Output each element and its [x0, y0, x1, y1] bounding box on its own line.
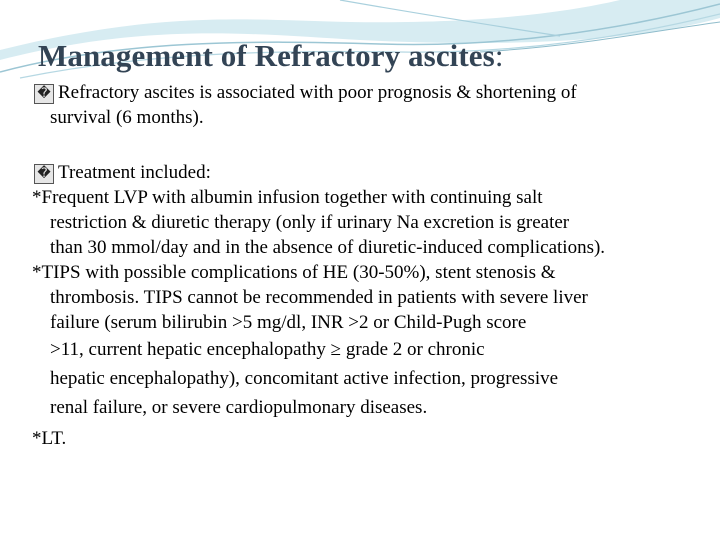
spacer [32, 130, 704, 160]
text-line: Refractory ascites is associated with poor prognosis & shortening of [58, 82, 577, 103]
treatment-item-lt [32, 426, 704, 451]
text-line: restriction & diuretic therapy (only if urinary Na excretion is greater [50, 212, 570, 233]
bullet-prognosis-text [58, 80, 704, 105]
text-line: than 30 mmol/day and in the absence of diuretic-induced complications). [50, 237, 606, 258]
text-line: *TIPS with possible complications of HE (30-50%), stent stenosis & [32, 262, 556, 283]
text-line: >11, current hepatic encephalopathy ≥ grade 2 or chronic [50, 339, 485, 360]
treatment-item-tips [0, 260, 704, 422]
bullet-prognosis [32, 80, 704, 105]
slide-body [32, 80, 704, 451]
bullet-box-icon: � [34, 84, 54, 104]
treatment-item-lvp [0, 185, 704, 260]
text-line: renal failure, or severe cardiopulmonary diseases. [50, 397, 428, 418]
bullet-treatment-text: Treatment included: [58, 162, 211, 183]
text-line: *Frequent LVP with albumin infusion together with continuing salt [32, 187, 543, 208]
slide-title [38, 38, 504, 74]
slide-title-text: Management of Refractory ascites [38, 38, 495, 73]
text-line: thrombosis. TIPS cannot be recommended in patients with severe liver [50, 287, 588, 308]
bullet-box-icon: � [34, 164, 54, 184]
bullet-treatment [32, 160, 704, 185]
text-line: *LT. [32, 428, 67, 449]
text-line: hepatic encephalopathy), concomitant active infection, progressive [50, 368, 559, 389]
text-line: failure (serum bilirubin >5 mg/dl, INR >2 or Child-Pugh score [50, 312, 527, 333]
text-line: survival (6 months). [50, 107, 204, 128]
slide-title-colon: : [494, 38, 504, 73]
